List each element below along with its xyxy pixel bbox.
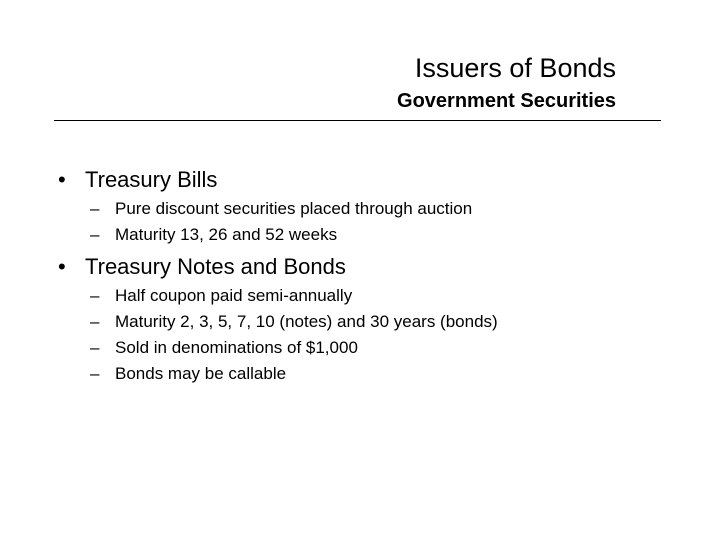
sub-bullet (90, 338, 358, 358)
bullet-treasury-notes-bonds (58, 254, 346, 280)
dash-icon: – (90, 225, 100, 244)
dash-icon: – (90, 364, 100, 383)
bullet-heading: Treasury Bills (85, 167, 218, 192)
sub-bullet-text: Sold in denominations of $1,000 (115, 338, 358, 357)
sub-bullet (90, 312, 498, 332)
sub-bullet-text: Half coupon paid semi-annually (115, 286, 353, 305)
sub-bullet (90, 286, 352, 306)
dash-icon: – (90, 286, 100, 305)
sub-bullet (90, 199, 472, 219)
bullet-treasury-bills (58, 167, 217, 193)
dash-icon: – (90, 199, 100, 218)
sub-bullet-text: Bonds may be callable (115, 364, 287, 383)
sub-bullet (90, 225, 337, 245)
sub-bullet (90, 364, 286, 384)
slide-title: Issuers of Bonds (414, 53, 616, 83)
bullet-icon: • (58, 167, 66, 192)
dash-icon: – (90, 312, 100, 331)
title-divider (54, 120, 661, 121)
bullet-icon: • (58, 254, 66, 279)
bullet-heading: Treasury Notes and Bonds (85, 254, 346, 279)
sub-bullet-text: Maturity 13, 26 and 52 weeks (115, 225, 338, 244)
slide-subtitle: Government Securities (397, 90, 616, 112)
sub-bullet-text: Maturity 2, 3, 5, 7, 10 (notes) and 30 years (bonds) (115, 312, 498, 331)
dash-icon: – (90, 338, 100, 357)
sub-bullet-text: Pure discount securities placed through auction (115, 199, 473, 218)
